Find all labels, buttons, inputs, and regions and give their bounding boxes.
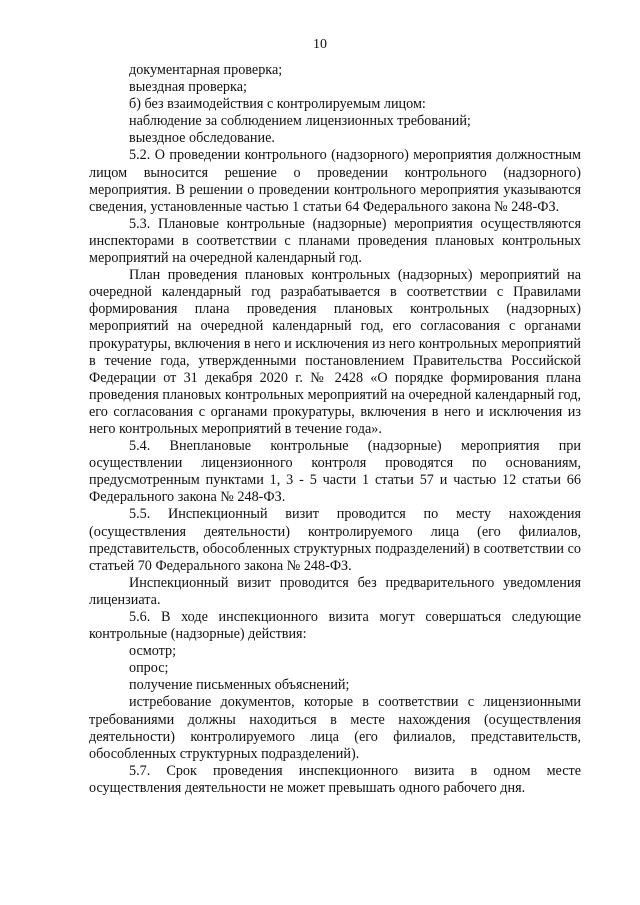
paragraph-5-5: 5.5. Инспекционный визит проводится по месту нахождения (осуществления деятельности) контролируемого лица (его филиалов, представительств, обособленных структурных подразделений) в соответствии со статьей 70 Федерального закона № 248-ФЗ. (89, 506, 581, 574)
paragraph-5-3: 5.3. Плановые контрольные (надзорные) мероприятия осуществляются инспекторами в соответствии с планами проведения плановых контрольных мероприятий на очередной календарный год. (89, 215, 581, 267)
paragraph-list-item: получение письменных объяснений; (129, 677, 350, 694)
page-number: 10 (313, 37, 327, 52)
paragraph-list-item: осмотр; (129, 643, 177, 660)
paragraph-documents: истребование документов, которые в соответствии с лицензионными требованиями должны находиться в месте нахождения (осуществления деятельности) контролируемого лица (его филиалов, представительств, обособленных структурных подразделений). (89, 694, 581, 762)
paragraph-plan: План проведения плановых контрольных (надзорных) мероприятий на очередной календарный год разрабатывается в соответствии с Правилами формирования плана проведения плановых контрольных (надзорных) мероприятий на очередной календарный год, его согласования с органами прокуратуры, включения в него и исключения из него контрольных мероприятий в течение года, утвержденными постановлением Правительства Российской Федерации от 31 декабря 2020 г. № 2428 «О порядке формирования плана проведения плановых контрольных мероприятий на очередной календарный год, его согласования с органами прокуратуры, включения в него и исключения из него контрольных мероприятий в течение года». (89, 267, 581, 437)
paragraph-list-item: выездная проверка; (129, 79, 247, 96)
paragraph-inspection-visit: Инспекционный визит проводится без предварительного уведомления лицензиата. (89, 574, 581, 608)
paragraph-5-7: 5.7. Срок проведения инспекционного визита в одном месте осуществления деятельности не может превышать одного рабочего дня. (89, 762, 581, 796)
paragraph-list-item: выездное обследование. (129, 130, 275, 147)
paragraph-list-item: документарная проверка; (129, 62, 283, 78)
paragraph-5-4: 5.4. Внеплановые контрольные (надзорные) мероприятия при осуществлении лицензионного контроля проводятся по основаниям, предусмотренным пунктами 1, 3 - 5 части 1 статьи 57 и частью 12 статьи 66 Федерального закона № 248-ФЗ. (89, 438, 581, 506)
paragraph-list-item: б) без взаимодействия с контролируемым лицом: (129, 96, 426, 113)
paragraph-5-6: 5.6. В ходе инспекционного визита могут совершаться следующие контрольные (надзорные) действия: (89, 609, 581, 643)
paragraph-5-2: 5.2. О проведении контрольного (надзорного) мероприятия должностным лицом выносится решение о проведении контрольного (надзорного) мероприятия. В решении о проведении контрольного мероприятия указываются сведения, установленные частью 1 статьи 64 Федерального закона № 248-ФЗ. (89, 147, 581, 215)
document-body (89, 62, 581, 797)
paragraph-list-item: наблюдение за соблюдением лицензионных требований; (129, 113, 471, 130)
paragraph-list-item: опрос; (129, 660, 169, 677)
